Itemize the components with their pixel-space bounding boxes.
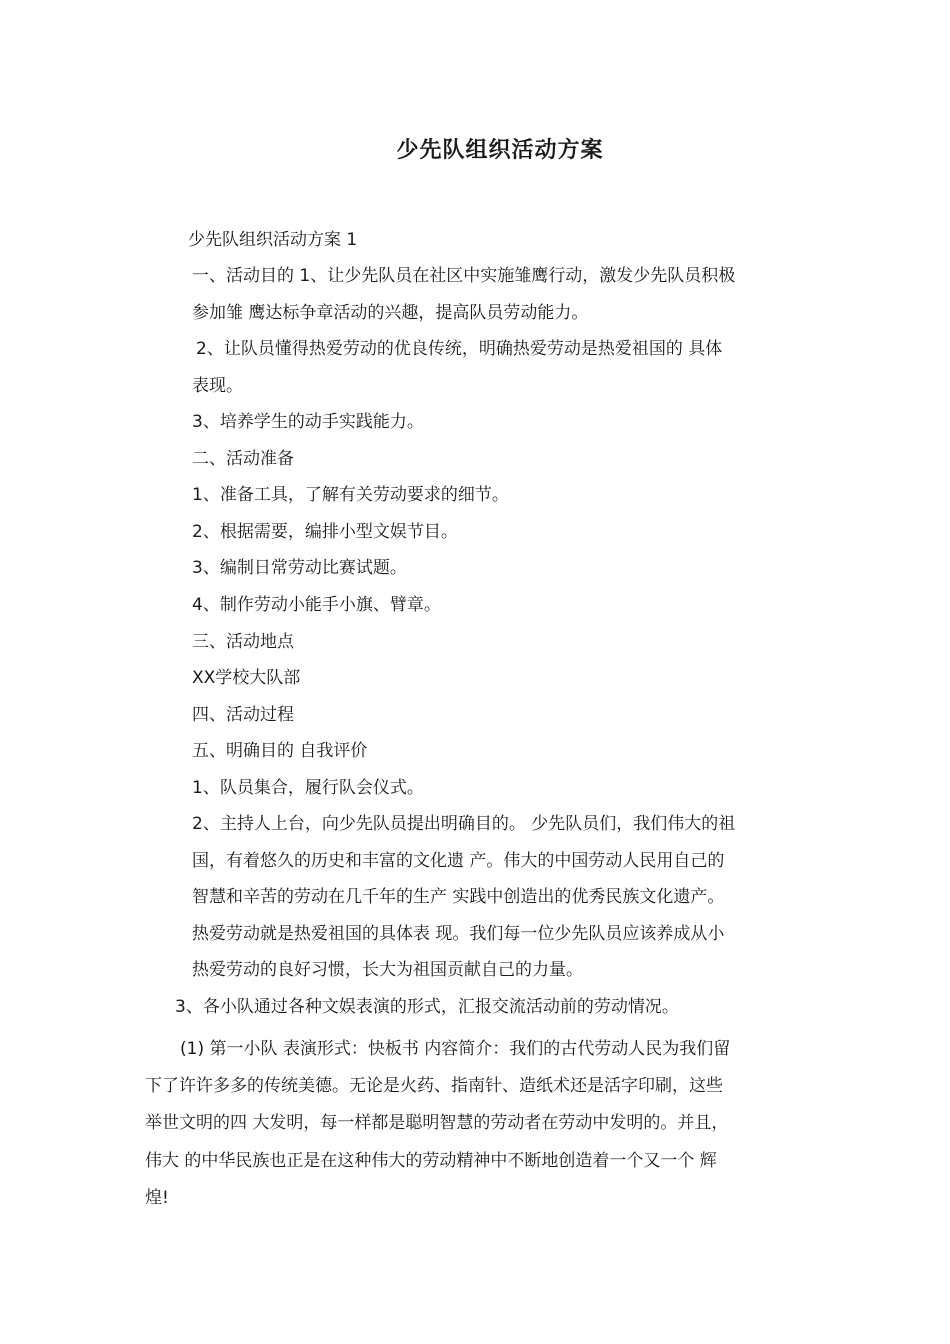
paragraph-line: 4、制作劳动小能手小旗、臂章。 bbox=[192, 595, 441, 615]
paragraph-line: 2、让队员懂得热爱劳动的优良传统，明确热爱劳动是热爱祖国的 具体 bbox=[196, 339, 723, 359]
paragraph-line: XX学校大队部 bbox=[192, 668, 301, 688]
paragraph-line: 1、准备工具，了解有关劳动要求的细节。 bbox=[192, 485, 509, 505]
paragraph-line: 举世文明的四 大发明，每一样都是聪明智慧的劳动者在劳动中发明的。并且， bbox=[145, 1113, 729, 1133]
paragraph-line: 四、活动过程 bbox=[192, 705, 294, 725]
paragraph-line: 表现。 bbox=[192, 376, 243, 396]
paragraph-line: 1、队员集合，履行队会仪式。 bbox=[192, 778, 424, 798]
paragraph-line: 参加雏 鹰达标争章活动的兴趣，提高队员劳动能力。 bbox=[192, 303, 589, 323]
paragraph-line: 热爱劳动的良好习惯，长大为祖国贡献自己的力量。 bbox=[192, 960, 583, 980]
paragraph-line: 五、明确目的 自我评价 bbox=[192, 741, 368, 761]
paragraph-line: 国，有着悠久的历史和丰富的文化遗 产。伟大的中国劳动人民用自己的 bbox=[192, 851, 725, 871]
paragraph-line: 3、编制日常劳动比赛试题。 bbox=[192, 558, 407, 578]
paragraph-line: 智慧和辛苦的劳动在几千年的生产 实践中创造出的优秀民族文化遗产。 bbox=[192, 887, 725, 907]
paragraph-line: 2、根据需要，编排小型文娱节目。 bbox=[192, 522, 458, 542]
paragraph-line: 一、活动目的 1、让少先队员在社区中实施雏鹰行动，激发少先队员积极 bbox=[192, 266, 736, 286]
section-heading: 少先队组织活动方案 1 bbox=[188, 230, 358, 250]
paragraph-line: 热爱劳动就是热爱祖国的具体表 现。我们每一位少先队员应该养成从小 bbox=[192, 924, 725, 944]
document-title: 少先队组织活动方案 bbox=[396, 137, 604, 163]
paragraph-line: 3、培养学生的动手实践能力。 bbox=[192, 412, 424, 432]
paragraph-line: 二、活动准备 bbox=[192, 449, 294, 469]
paragraph-line: 下了许许多多的传统美德。无论是火药、指南针、造纸术还是活字印刷，这些 bbox=[145, 1076, 723, 1096]
paragraph-line: 2、主持人上台，向少先队员提出明确目的。 少先队员们，我们伟大的祖 bbox=[192, 814, 736, 834]
paragraph-line: 煌! bbox=[145, 1188, 169, 1208]
paragraph-line: 三、活动地点 bbox=[192, 632, 294, 652]
paragraph-line: (1) 第一小队 表演形式：快板书 内容简介：我们的古代劳动人民为我们留 bbox=[180, 1039, 731, 1059]
paragraph-line: 伟大 的中华民族也正是在这种伟大的劳动精神中不断地创造着一个又一个 辉 bbox=[145, 1151, 717, 1171]
paragraph-line: 3、各小队通过各种文娱表演的形式，汇报交流活动前的劳动情况。 bbox=[175, 997, 679, 1017]
